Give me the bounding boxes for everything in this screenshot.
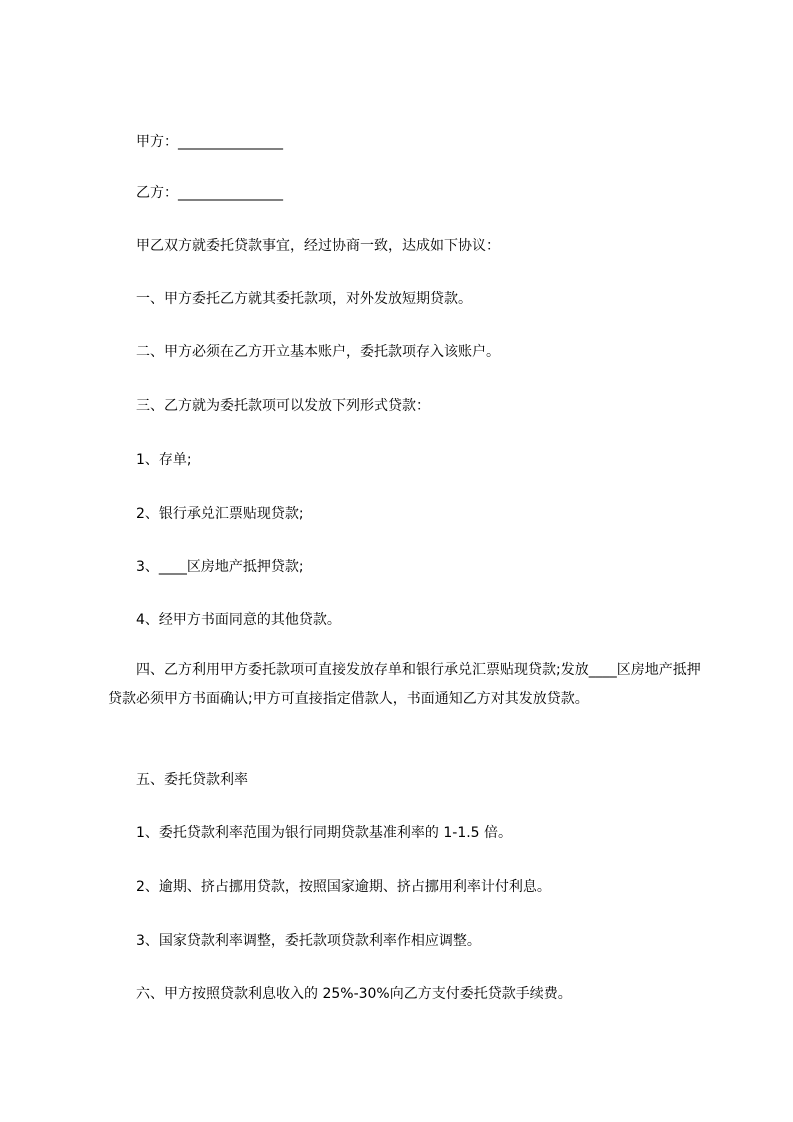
clause-3-item-3: 3、____区房地产抵押贷款; bbox=[136, 559, 304, 575]
clause-3: 三、乙方就为委托款项可以发放下列形式贷款： bbox=[136, 398, 430, 414]
clause-3-item-1: 1、存单; bbox=[136, 452, 192, 468]
clause-5-item-2: 2、逾期、挤占挪用贷款，按照国家逾期、挤占挪用利率计付利息。 bbox=[136, 879, 551, 895]
party-b-line: 乙方：_______________ bbox=[136, 185, 283, 201]
party-a-line: 甲方：_______________ bbox=[136, 134, 283, 150]
clause-4: 四、乙方利用甲方委托款项可直接发放存单和银行承兑汇票贴现贷款;发放____区房地产抵押贷款必须甲方书面确认;甲方可直接指定借款人，书面通知乙方对其发放贷款。 bbox=[108, 662, 701, 707]
clause-6: 六、甲方按照贷款利息收入的 25%-30%向乙方支付委托贷款手续费。 bbox=[136, 986, 572, 1002]
clause-3-item-2: 2、银行承兑汇票贴现贷款; bbox=[136, 506, 304, 522]
clause-5-heading: 五、委托贷款利率 bbox=[136, 772, 248, 788]
clause-3-item-4: 4、经甲方书面同意的其他贷款。 bbox=[136, 612, 341, 628]
clause-5-item-3: 3、国家贷款利率调整，委托款项贷款利率作相应调整。 bbox=[136, 933, 481, 949]
clause-5-item-1: 1、委托贷款利率范围为银行同期贷款基准利率的 1-1.5 倍。 bbox=[136, 825, 513, 841]
intro-paragraph: 甲乙双方就委托贷款事宜，经过协商一致，达成如下协议： bbox=[136, 238, 500, 254]
clause-2: 二、甲方必须在乙方开立基本账户，委托款项存入该账户。 bbox=[136, 344, 500, 360]
clause-1: 一、甲方委托乙方就其委托款项，对外发放短期贷款。 bbox=[136, 291, 472, 307]
